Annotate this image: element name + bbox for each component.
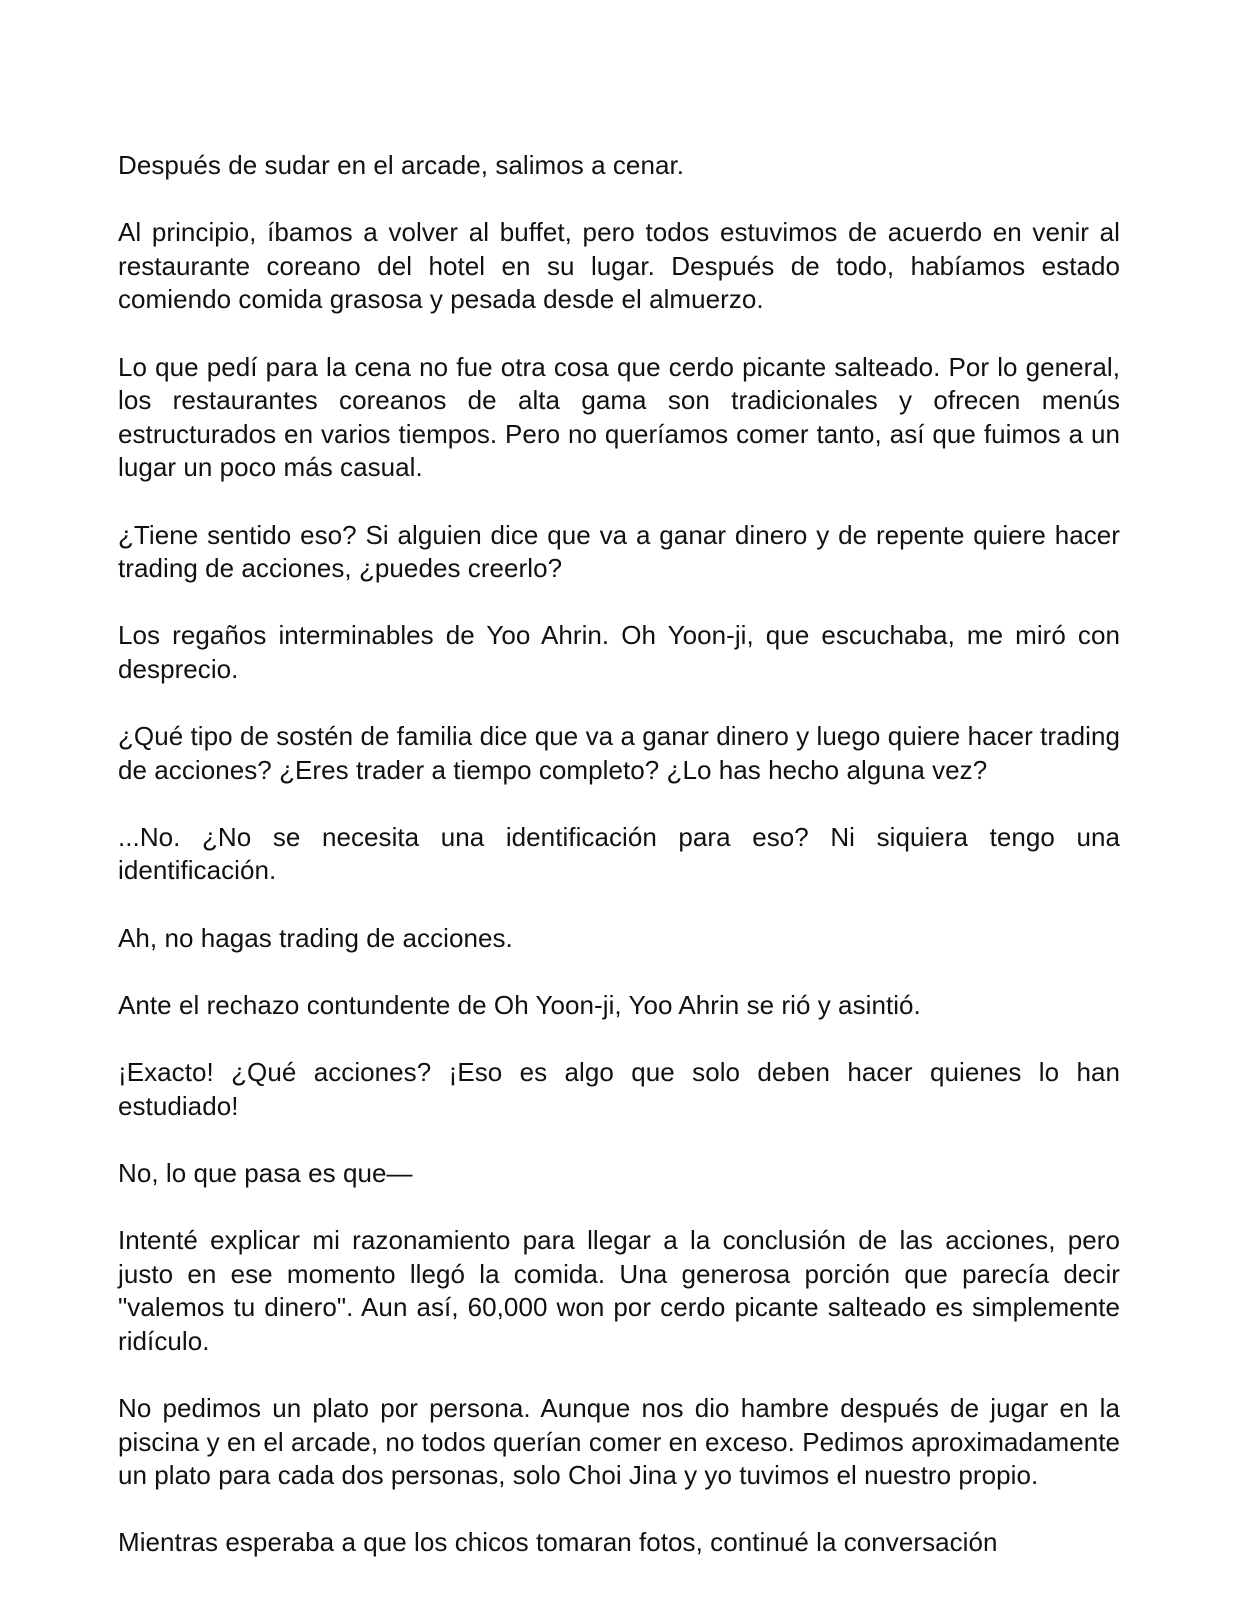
paragraph-spacer: [118, 317, 1120, 351]
paragraph-spacer: [118, 955, 1120, 989]
paragraph-spacer: [118, 888, 1120, 922]
paragraph-spacer: [118, 586, 1120, 620]
paragraph-5: Los regaños interminables de Yoo Ahrin. Oh Yoon-ji, que escuchaba, me miró con desprecio.: [118, 620, 1120, 684]
paragraph-8: Ah, no hagas trading de acciones.: [118, 922, 513, 953]
paragraph-12: Intenté explicar mi razonamiento para llegar a la conclusión de las acciones, pero justo en ese momento llegó la comida. Una generosa porción que parecía decir "valemos tu dinero". Aun así, 60,000 won por cerdo picante salteado es simplemente ridículo.: [118, 1225, 1120, 1356]
document-body: [118, 149, 1120, 1560]
paragraph-2: Al principio, íbamos a volver al buffet, pero todos estuvimos de acuerdo en venir al restaurante coreano del hotel en su lugar. Después de todo, habíamos estado comiendo comida grasosa y pesada desde el almuerzo.: [118, 217, 1120, 315]
paragraph-4: ¿Tiene sentido eso? Si alguien dice que va a ganar dinero y de repente quiere hacer trading de acciones, ¿puedes creerlo?: [118, 519, 1120, 584]
paragraph-spacer: [118, 1190, 1120, 1224]
paragraph-spacer: [118, 787, 1120, 821]
paragraph-spacer: [118, 687, 1120, 721]
paragraph-1: Después de sudar en el arcade, salimos a cenar.: [118, 150, 685, 180]
paragraph-3: Lo que pedí para la cena no fue otra cosa que cerdo picante salteado. Por lo general, los restaurantes coreanos de alta gama son tradicionales y ofrecen menús estructurados en varios tiempos. Pero no queríamos comer tanto, así que fuimos a un lugar un poco más casual.: [118, 351, 1120, 483]
paragraph-spacer: [118, 1493, 1120, 1527]
paragraph-11: No, lo que pasa es que—: [118, 1157, 413, 1188]
paragraph-9: Ante el rechazo contundente de Oh Yoon-ji, Yoo Ahrin se rió y asintió.: [118, 989, 921, 1020]
paragraph-spacer: [118, 485, 1120, 519]
paragraph-spacer: [118, 1123, 1120, 1157]
paragraph-14: Mientras esperaba a que los chicos tomaran fotos, continué la conversación: [118, 1527, 998, 1558]
paragraph-spacer: [118, 183, 1120, 217]
paragraph-spacer: [118, 1022, 1120, 1056]
paragraph-6: ¿Qué tipo de sostén de familia dice que va a ganar dinero y luego quiere hacer trading de acciones? ¿Eres trader a tiempo completo? ¿Lo has hecho alguna vez?: [118, 721, 1120, 785]
paragraph-spacer: [118, 1358, 1120, 1392]
paragraph-10: ¡Exacto! ¿Qué acciones? ¡Eso es algo que solo deben hacer quienes lo han estudiado!: [118, 1057, 1120, 1121]
paragraph-7: ...No. ¿No se necesita una identificación para eso? Ni siquiera tengo una identificación.: [118, 821, 1120, 886]
paragraph-13: No pedimos un plato por persona. Aunque nos dio hambre después de jugar en la piscina y en el arcade, no todos querían comer en exceso. Pedimos aproximadamente un plato para cada dos personas, solo Choi Jina y yo tuvimos el nuestro propio.: [118, 1392, 1120, 1491]
